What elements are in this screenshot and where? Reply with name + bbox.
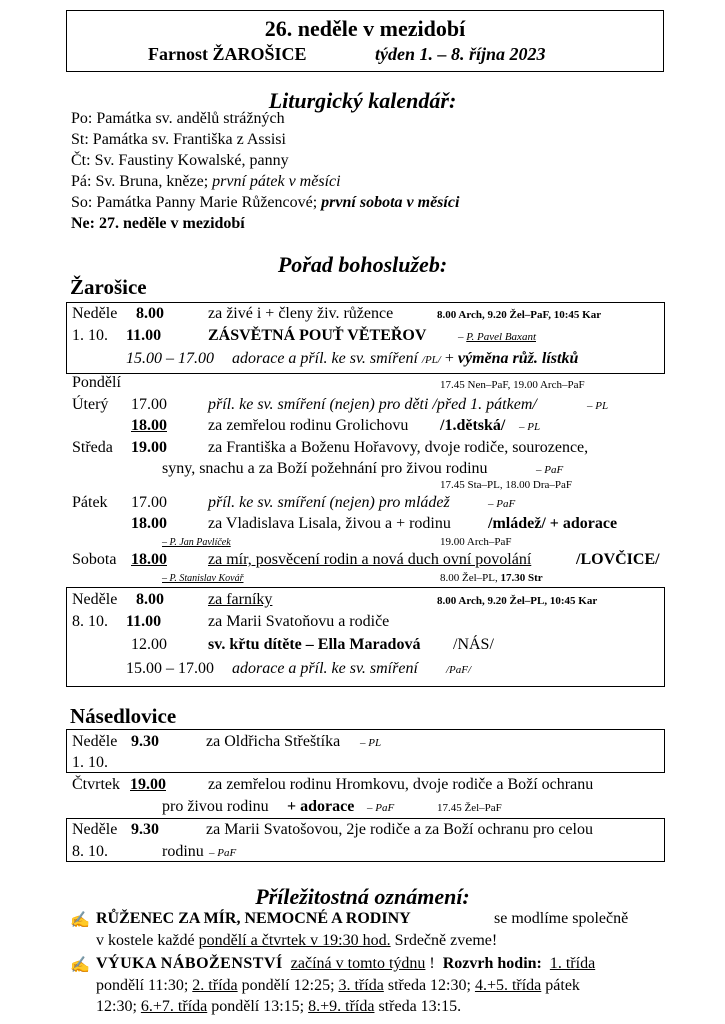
z-r12-side: 19.00 Arch–PaF	[440, 536, 512, 548]
z-r14-side-a: 8.00 Žel–PL,	[440, 572, 498, 584]
calendar-saturday-text: So: Památka Panny Marie Růžencové;	[71, 194, 318, 211]
services-heading: Pořad bohoslužeb:	[277, 252, 448, 277]
bulletin-title: 26. neděle v mezidobí	[264, 16, 466, 41]
z-r1-text: za živé i + členy živ. růžence	[208, 305, 394, 322]
announcement-1-title: RŮŽENEC ZA MÍR, NEMOCNÉ A RODINY	[96, 910, 411, 927]
calendar-friday-note: první pátek v měsíci	[212, 173, 341, 190]
z-r4-side: 17.45 Nen–PaF, 19.00 Arch–PaF	[440, 379, 585, 391]
n-r6-day: 8. 10.	[72, 843, 108, 860]
z-r5-text: příl. ke sv. smíření (nejen) pro děti /před 1. pátkem/	[208, 396, 537, 413]
z-r11-bold: /mládež/ + adorace	[488, 515, 618, 532]
announcement-1-bullet: ✍	[70, 912, 90, 929]
z-r1-day: Neděle	[72, 305, 118, 322]
z-r3-bold: výměna růž. lístků	[457, 350, 579, 367]
z-r11-time: 18.00	[131, 515, 167, 532]
a2-title: VÝUKA NÁBOŽENSTVÍ	[96, 955, 283, 972]
z-r2-priest-name: P. Pavel Baxant	[466, 331, 536, 343]
z-r18-text: adorace a příl. ke sv. smíření	[232, 660, 418, 677]
calendar-friday	[71, 173, 341, 191]
n-r2-day: 1. 10.	[72, 754, 108, 771]
z-r6-tag: – PL	[519, 421, 541, 433]
z-r15-side: 8.00 Arch, 9.20 Žel–PL, 10:45 Kar	[437, 595, 598, 607]
announcement-2-line1	[96, 955, 595, 973]
z-r7-day: Středa	[72, 439, 113, 456]
a2-l2-3: středa 12:30;	[387, 977, 471, 994]
z-r10-time: 17.00	[131, 494, 167, 511]
n-r5-text: za Marii Svatošovou, 2je rodiče a za Boží ochranu pro celou	[206, 821, 593, 838]
a2-class-2: 2. třída	[192, 977, 238, 994]
section-zarosice: Žarošice	[70, 275, 147, 299]
z-r14-priest: – P. Stanislav Kovář	[162, 573, 244, 584]
n-r1-day: Neděle	[72, 733, 118, 750]
z-r14-side-b: 17.30 Str	[500, 572, 543, 584]
n-r5-day: Neděle	[72, 821, 118, 838]
z-r6-bold: /1.dětská/	[440, 417, 506, 434]
a2-l2-4: pátek	[545, 977, 580, 994]
a2-l3-3: středa 13:15.	[378, 998, 462, 1015]
announcement-1-line2	[96, 932, 497, 950]
calendar-monday: Po: Památka sv. andělů strážných	[71, 110, 285, 127]
z-r17-tail: /NÁS/	[453, 636, 494, 653]
announcement-2-bullet: ✍	[70, 957, 90, 974]
a2-starts: začíná v tomto týdnu	[290, 955, 426, 972]
calendar-saturday-note: první sobota v měsíci	[321, 194, 460, 211]
z-r3-text	[232, 350, 578, 368]
z-r8-tag: – PaF	[536, 464, 564, 476]
z-r13-bold: /LOVČICE/	[576, 551, 660, 568]
a2-l2-2: pondělí 12:25;	[241, 977, 335, 994]
z-r15-text: za farníky	[208, 591, 273, 608]
z-r11-text: za Vladislava Lisala, živou a + rodinu	[208, 515, 451, 532]
n-r1-text: za Oldřicha Střeštíka	[206, 733, 341, 750]
calendar-saturday	[71, 194, 459, 212]
z-r2-time: 11.00	[126, 327, 162, 344]
z-r7-time: 19.00	[131, 439, 167, 456]
a2-l3-2: pondělí 13:15;	[211, 998, 305, 1015]
n-r1-tag: – PL	[360, 737, 382, 749]
a1-l2a: v kostele každé	[96, 932, 195, 949]
z-r13-text: za mír, posvěcení rodin a nová duch ovní povolání	[208, 551, 532, 568]
n-r3-day: Čtvrtek	[72, 776, 120, 793]
z-r5-tag: – PL	[587, 400, 609, 412]
week-range: týden 1. – 8. října 2023	[375, 44, 546, 64]
calendar-friday-text: Pá: Sv. Bruna, kněze;	[71, 173, 209, 190]
n-r3-time: 19.00	[130, 776, 166, 793]
z-r18-tag: /PaF/	[446, 664, 472, 676]
z-r1-time: 8.00	[136, 305, 164, 322]
n-r4-tag: – PaF	[367, 802, 395, 814]
a1-l2b: Srdečně zveme!	[394, 932, 498, 949]
z-r18-time: 15.00 – 17.00	[126, 660, 214, 677]
n-r4-bold: + adorace	[287, 798, 355, 815]
z-r3-pl: /PL/	[421, 354, 441, 366]
n-r6-tag: – PaF	[209, 847, 237, 859]
z-r3-desc: adorace a příl. ke sv. smíření	[232, 350, 418, 367]
z-r10-text: příl. ke sv. smíření (nejen) pro mládež	[208, 494, 450, 511]
z-r13-day: Sobota	[72, 551, 117, 568]
a2-class-1: 1. třída	[549, 955, 596, 972]
z-r17-time: 12.00	[131, 636, 167, 653]
z-r5-time: 17.00	[131, 396, 167, 413]
z-r7-text: za Františka a Boženu Hořavovy, dvoje rodiče, sourozence,	[208, 439, 589, 456]
z-r10-day: Pátek	[72, 494, 108, 511]
calendar-heading: Liturgický kalendář:	[268, 88, 457, 113]
z-r15-time: 8.00	[136, 591, 164, 608]
parish-name: Farnost ŽAROŠICE	[148, 44, 307, 64]
z-r16-day: 8. 10.	[72, 613, 108, 630]
z-r16-time: 11.00	[126, 613, 162, 630]
calendar-wednesday: St: Památka sv. Františka z Assisi	[71, 131, 286, 148]
z-r6-text: za zemřelou rodinu Grolichovu	[208, 417, 409, 434]
section-nasedlovice: Násedlovice	[70, 704, 177, 728]
n-r3-text: za zemřelou rodinu Hromkovu, dvoje rodiče a Boží ochranu	[208, 776, 594, 793]
z-r9-side: 17.45 Sta–PL, 18.00 Dra–PaF	[440, 479, 572, 491]
z-r2-priest	[458, 331, 536, 343]
z-r5-day: Úterý	[72, 396, 109, 413]
z-r2-day: 1. 10.	[72, 327, 108, 344]
a2-class-45: 4.+5. třída	[474, 977, 542, 994]
announcement-2-line2	[96, 977, 580, 995]
a2-class-67: 6.+7. třída	[140, 998, 208, 1015]
n-r5-time: 9.30	[131, 821, 159, 838]
z-r6-time: 18.00	[131, 417, 167, 434]
n-r1-time: 9.30	[131, 733, 159, 750]
z-r3-time: 15.00 – 17.00	[126, 350, 214, 367]
z-r16-text: za Marii Svatoňovu a rodiče	[208, 613, 390, 630]
a2-excl: !	[429, 955, 435, 972]
z-r17-bold: sv. křtu dítěte – Ella Maradová	[208, 636, 421, 653]
z-r14-side	[440, 572, 543, 584]
z-r1-side: 8.00 Arch, 9.20 Žel–PaF, 10:45 Kar	[437, 309, 602, 321]
calendar-sunday: Ne: 27. neděle v mezidobí	[71, 215, 245, 232]
announcement-2-line3	[96, 998, 461, 1016]
z-r12-priest: – P. Jan Pavlíček	[162, 537, 231, 548]
n-r4-side: 17.45 Žel–PaF	[437, 802, 502, 814]
a2-l3-1: 12:30;	[96, 998, 137, 1015]
z-r4-day: Pondělí	[72, 374, 121, 391]
n-r4-text: pro živou rodinu	[162, 798, 269, 815]
z-r2-text: ZÁSVĚTNÁ POUŤ VĚTEŘOV	[208, 327, 427, 344]
z-r8-text: syny, snachu a za Boží požehnání pro živou rodinu	[162, 460, 488, 477]
z-r13-time: 18.00	[131, 551, 167, 568]
announcement-1-tail: se modlíme společně	[494, 910, 629, 927]
z-r10-tag: – PaF	[488, 498, 516, 510]
a2-class-3: 3. třída	[338, 977, 384, 994]
z-r2-dash: –	[458, 331, 464, 343]
n-r6-text: rodinu	[162, 843, 204, 860]
a2-rozvrh: Rozvrh hodin:	[442, 955, 542, 972]
z-r15-day: Neděle	[72, 591, 118, 608]
announcements-heading: Příležitostná oznámení:	[255, 884, 470, 909]
a1-l2u: pondělí a čtvrtek v 19:30 hod.	[198, 932, 391, 949]
a2-l2-1: pondělí 11:30;	[96, 977, 189, 994]
a2-class-89: 8.+9. třída	[308, 998, 375, 1015]
z-r3-plus: +	[444, 350, 454, 367]
calendar-thursday: Čt: Sv. Faustiny Kowalské, panny	[71, 152, 289, 169]
